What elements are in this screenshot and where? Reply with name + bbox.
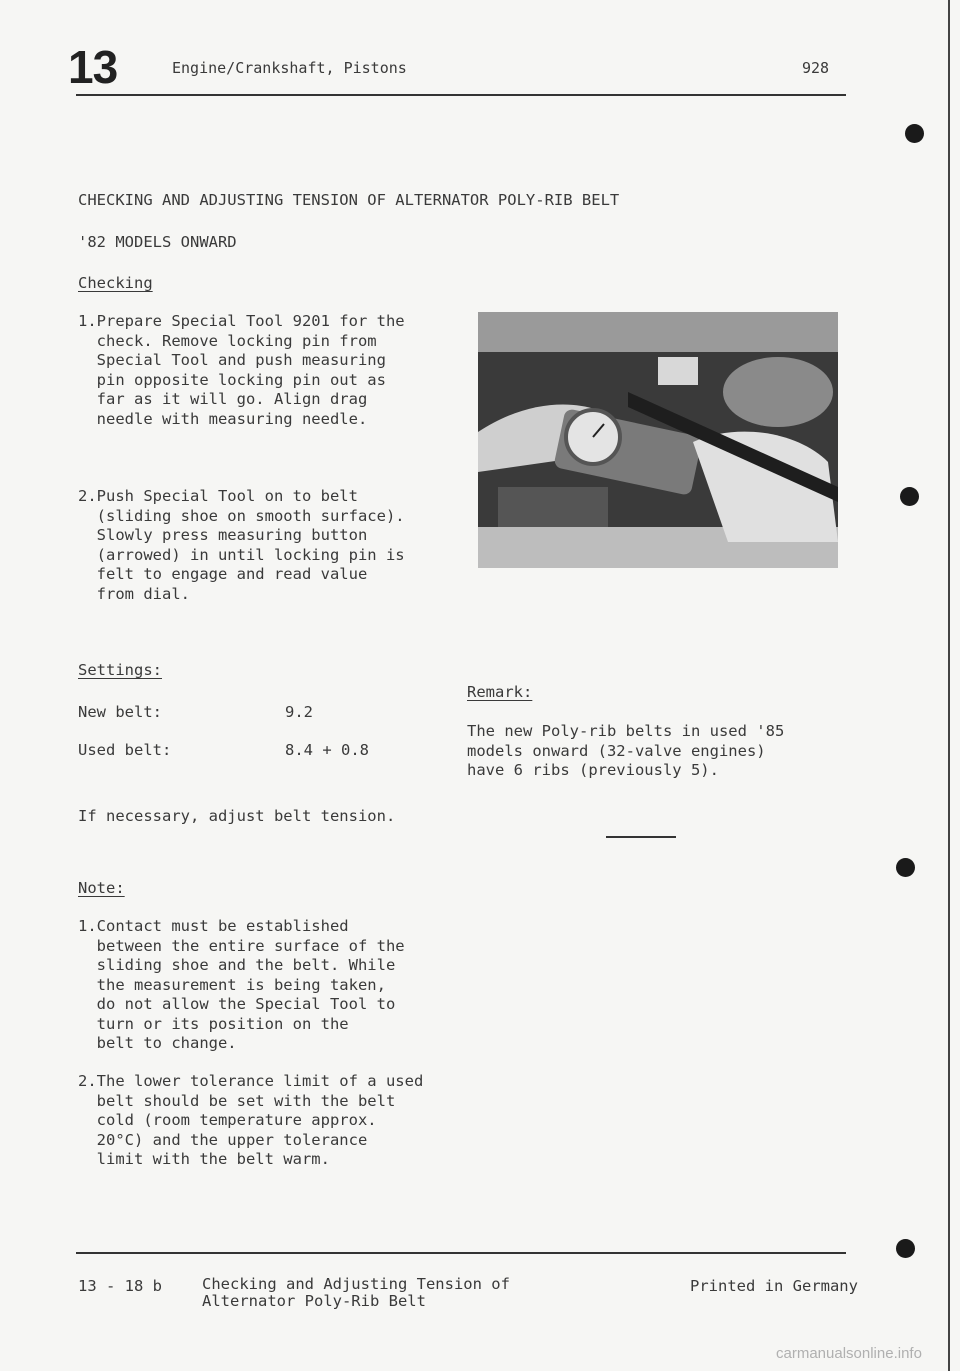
models-label: '82 MODELS ONWARD: [78, 233, 237, 251]
note-1: 1.Contact must be established between the entire surface of the sliding shoe and the belt. While the measurement is being taken, do not allow the Special Tool to turn or its position on the belt to change.: [78, 917, 405, 1052]
setting-used-belt-value: 8.4 + 0.8: [285, 741, 369, 759]
remark-heading: Remark:: [467, 683, 533, 701]
setting-used-belt-label: Used belt:: [78, 741, 172, 759]
adjust-text: If necessary, adjust belt tension.: [78, 807, 396, 825]
setting-new-belt-value: 9.2: [285, 703, 313, 721]
binding-hole-3: [896, 858, 915, 877]
note-heading: Note:: [78, 879, 125, 897]
binding-hole-4: [896, 1239, 915, 1258]
watermark: carmanualsonline.info: [776, 1345, 922, 1362]
remark-divider: [606, 836, 676, 838]
header-rule: [76, 94, 846, 96]
checking-heading: Checking: [78, 274, 153, 292]
footer-page-number: 13 - 18 b: [78, 1277, 162, 1295]
note-2: 2.The lower tolerance limit of a used belt should be set with the belt cold (room temperature approx. 20°C) and the upper tolerance limit with the belt warm.: [78, 1072, 424, 1168]
footer-printed: Printed in Germany: [690, 1277, 858, 1295]
setting-new-belt-label: New belt:: [78, 703, 162, 721]
binding-hole-1: [905, 124, 924, 143]
footer-rule: [76, 1252, 846, 1254]
step-1: 1.Prepare Special Tool 9201 for the check. Remove locking pin from Special Tool and push measuring pin opposite locking pin out as far as it will go. Align drag needle with measuring needle.: [78, 312, 405, 428]
binding-hole-2: [900, 487, 919, 506]
footer-title: Checking and Adjusting Tension of Alternator Poly-Rib Belt: [202, 1275, 510, 1310]
step-2: 2.Push Special Tool on to belt (sliding shoe on smooth surface). Slowly press measuring button (arrowed) in until locking pin is felt to engage and read value from dial.: [78, 487, 405, 603]
header-title: Engine/Crankshaft, Pistons: [172, 59, 407, 77]
settings-heading: Settings:: [78, 661, 162, 679]
page-edge: [948, 0, 950, 1371]
tension-gauge-photo: [478, 312, 838, 568]
header-model: 928: [802, 59, 830, 77]
page-title: CHECKING AND ADJUSTING TENSION OF ALTERNATOR POLY-RIB BELT: [78, 191, 620, 209]
section-number: 13: [68, 41, 118, 93]
remark-text: The new Poly-rib belts in used '85 models onward (32-valve engines) have 6 ribs (previously 5).: [467, 722, 785, 779]
tension-gauge-illustration: [478, 312, 838, 568]
